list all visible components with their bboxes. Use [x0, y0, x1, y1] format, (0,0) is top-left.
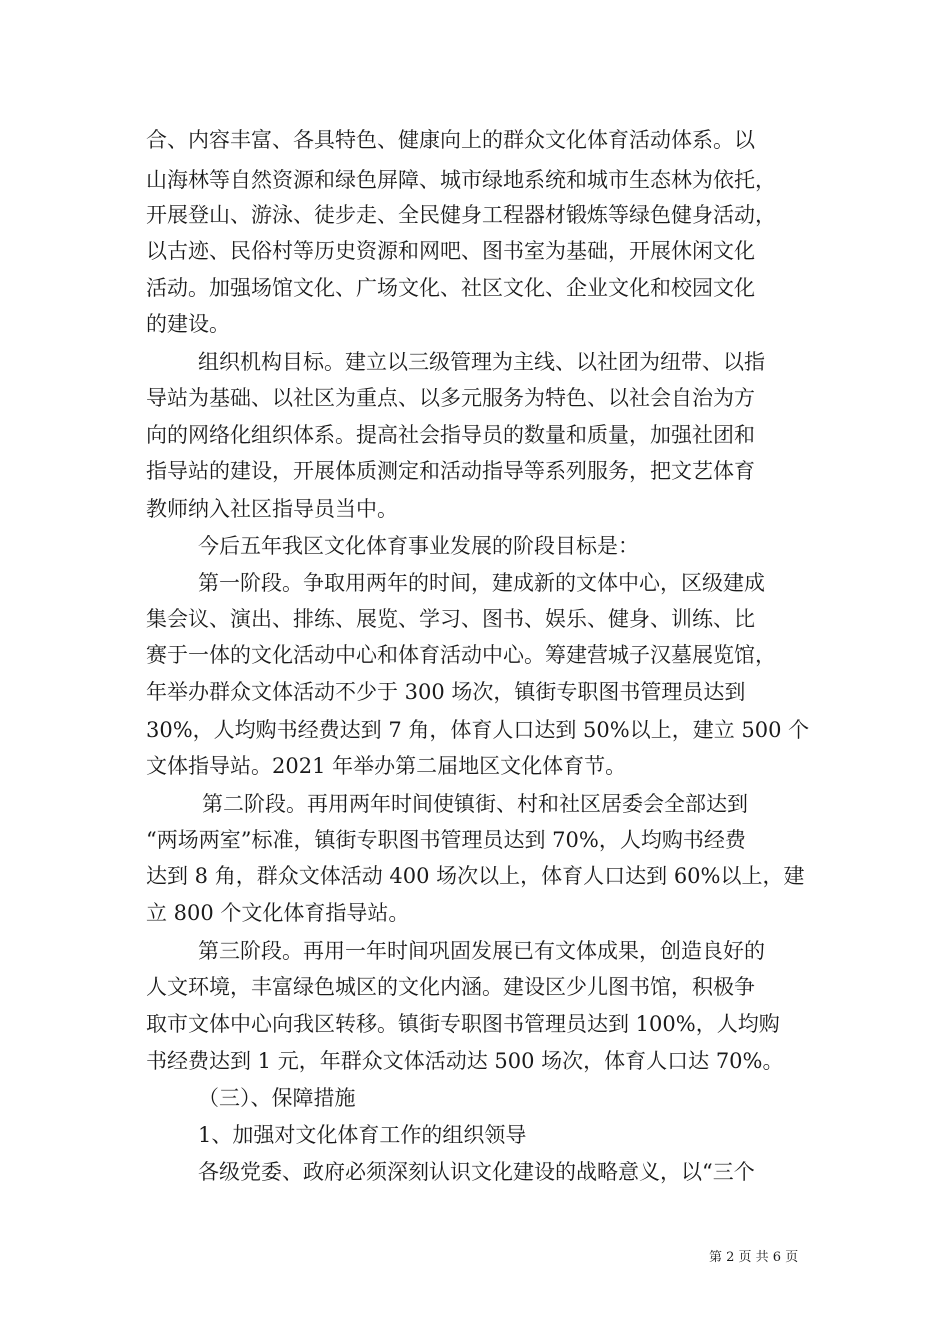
text-line: 人文环境，丰富绿色城区的文化内涵。建设区少儿图书馆，积极争 — [146, 975, 755, 999]
text-line: 的建设。 — [146, 312, 230, 336]
text-line: 赛于一体的文化活动中心和体育活动中心。筹建营城子汉墓展览馆， — [146, 643, 776, 667]
text-line: 指导站的建设，开展体质测定和活动指导等系列服务，把文艺体育 — [146, 459, 755, 483]
text-line: 向的网络化组织体系。提高社会指导员的数量和质量，加强社团和 — [146, 423, 755, 447]
text-line: 30%，人均购书经费达到 7 角，体育人口达到 50%以上，建立 500 个 — [146, 718, 810, 742]
text-line: 开展登山、游泳、徒步走、全民健身工程器材锻炼等绿色健身活动， — [146, 203, 776, 227]
text-line: 年举办群众文体活动不少于 300 场次，镇街专职图书管理员达到 — [146, 680, 746, 704]
text-line: 山海林等自然资源和绿色屏障、城市绿地系统和城市生态林为依托， — [146, 168, 776, 192]
text-line: 合、内容丰富、各具特色、健康向上的群众文化体育活动体系。以 — [146, 128, 755, 152]
text-line: 集会议、演出、排练、展览、学习、图书、娱乐、健身、训练、比 — [146, 607, 755, 631]
paragraph-first-line: 第一阶段。争取用两年的时间，建成新的文体中心，区级建成 — [198, 571, 765, 595]
subsection-heading: 1、加强对文化体育工作的组织领导 — [198, 1123, 527, 1147]
text-line: 达到 8 角，群众文体活动 400 场次以上，体育人口达到 60%以上，建 — [146, 864, 805, 888]
text-line: 活动。加强场馆文化、广场文化、社区文化、企业文化和校园文化 — [146, 276, 755, 300]
text-line: “两场两室”标准，镇街专职图书管理员达到 70%，人均购书经费 — [146, 828, 746, 852]
text-line: 立 800 个文化体育指导站。 — [146, 901, 410, 925]
paragraph-first-line: 今后五年我区文化体育事业发展的阶段目标是： — [198, 534, 639, 558]
paragraph-first-line: 第二阶段。再用两年时间使镇街、村和社区居委会全部达到 — [202, 792, 748, 816]
page-number: 第 2 页 共 6 页 — [709, 1250, 799, 1265]
text-line: 文体指导站。2021 年举办第二届地区文化体育节。 — [146, 754, 627, 778]
text-line: 导站为基础、以社区为重点、以多元服务为特色、以社会自治为方 — [146, 386, 755, 410]
paragraph-first-line: 各级党委、政府必须深刻认识文化建设的战略意义，以“三个 — [198, 1160, 755, 1184]
section-heading: （三）、保障措施 — [198, 1086, 356, 1110]
paragraph-first-line: 组织机构目标。建立以三级管理为主线、以社团为纽带、以指 — [198, 350, 765, 374]
text-line: 以古迹、民俗村等历史资源和网吧、图书室为基础，开展休闲文化 — [146, 239, 755, 263]
text-line: 取市文体中心向我区转移。镇街专职图书管理员达到 100%，人均购 — [146, 1012, 780, 1036]
paragraph-first-line: 第三阶段。再用一年时间巩固发展已有文体成果，创造良好的 — [198, 939, 765, 963]
text-line: 教师纳入社区指导员当中。 — [146, 497, 398, 521]
text-line: 书经费达到 1 元，年群众文体活动达 500 场次，体育人口达 70%。 — [146, 1049, 784, 1073]
